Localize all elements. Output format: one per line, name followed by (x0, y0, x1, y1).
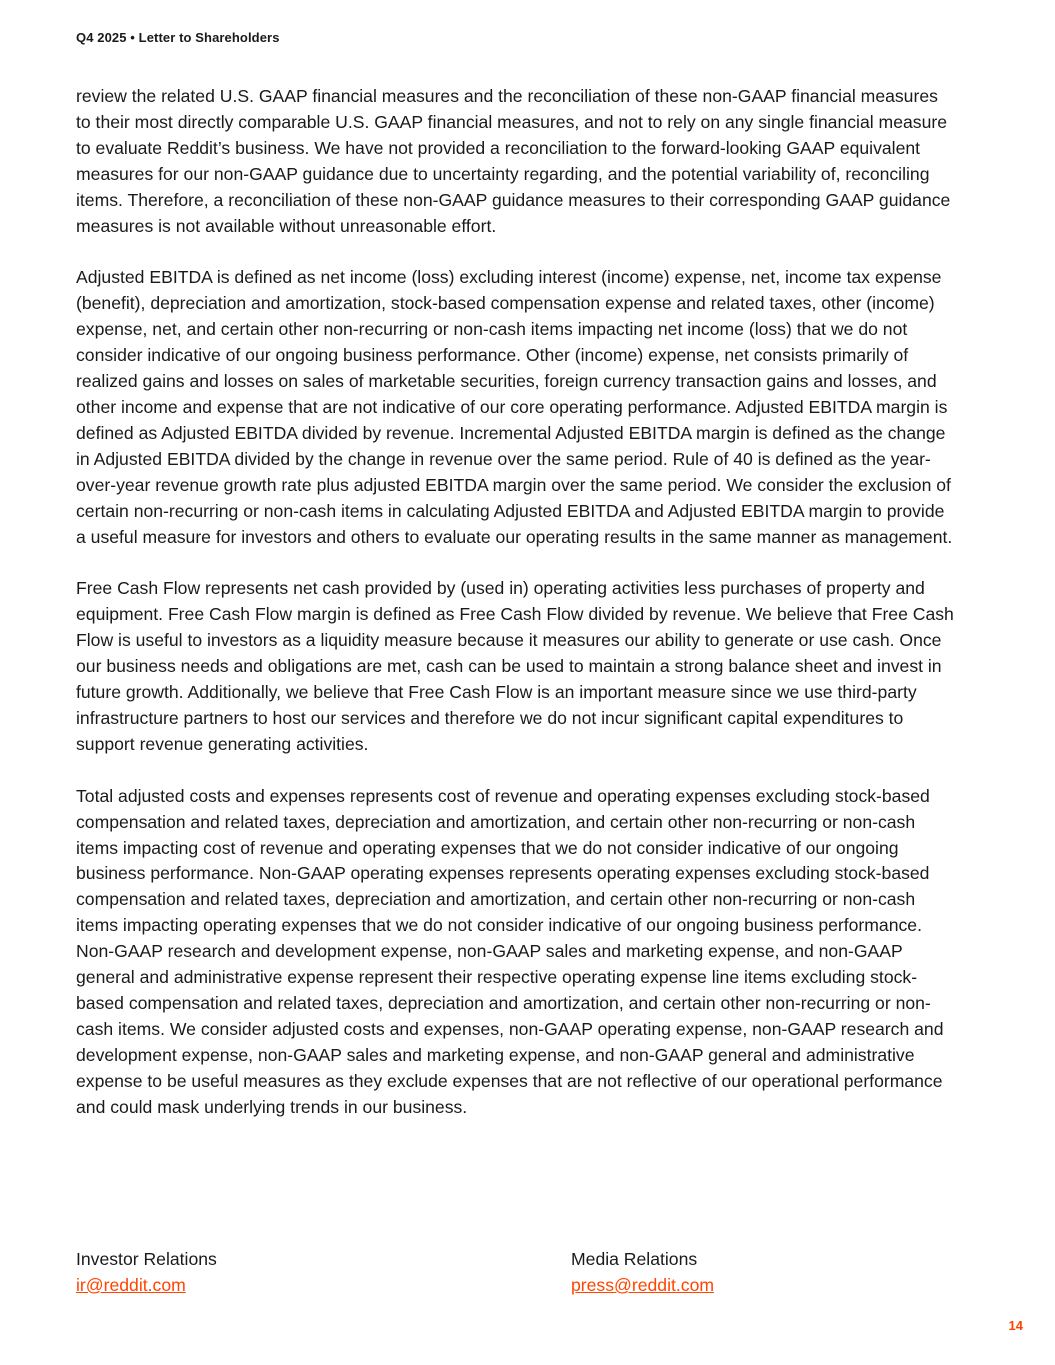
paragraph-adjusted-ebitda: Adjusted EBITDA is defined as net income (loss) excluding interest (income) expense, net, income tax expense (benefit), depreciation and amortization, stock-based compensation expense and related taxes, other (income) expense, net, and certain other non-recurring or non-cash items impacting net income (loss) that we do not consider indicative of our ongoing business performance. Other (income) expense, net consists primarily of realized gains and losses on sales of marketable securities, foreign currency transaction gains and losses, and other income and expense that are not indicative of our core operating performance. Adjusted EBITDA margin is defined as Adjusted EBITDA divided by revenue. Incremental Adjusted EBITDA margin is defined as the change in Adjusted EBITDA divided by the change in revenue over the same period. Rule of 40 is defined as the year-over-year revenue growth rate plus adjusted EBITDA margin over the same period. We consider the exclusion of certain non-recurring or non-cash items in calculating Adjusted EBITDA and Adjusted EBITDA margin to provide a useful measure for investors and others to evaluate our operating results in the same manner as management. (76, 267, 953, 547)
document-header: Q4 2025 • Letter to Shareholders (76, 30, 280, 45)
media-relations-title: Media Relations (571, 1249, 698, 1269)
page-number: 14 (1008, 1318, 1023, 1333)
paragraph-free-cash-flow: Free Cash Flow represents net cash provided by (used in) operating activities less purchases of property and equipment. Free Cash Flow margin is defined as Free Cash Flow divided by revenue. We believe that Free Cash Flow is useful to investors as a liquidity measure because it measures our ability to generate or use cash. Once our business needs and obligations are met, cash can be used to maintain a strong balance sheet and invest in future growth. Additionally, we believe that Free Cash Flow is an important measure since we use third-party infrastructure partners to host our services and therefore we do not incur significant capital expenditures to support revenue generating activities. (76, 578, 954, 754)
paragraph-adjusted-costs: Total adjusted costs and expenses represents cost of revenue and operating expenses excluding stock-based compensation and related taxes, depreciation and amortization, and certain other non-recurring or non-cash items impacting cost of revenue and operating expenses that we do not consider indicative of our ongoing business performance. Non-GAAP operating expenses represents operating expenses excluding stock-based compensation and related taxes, depreciation and amortization, and certain other non-recurring or non-cash items impacting operating expenses that we do not consider indicative of our ongoing business performance. Non-GAAP research and development expense, non-GAAP sales and marketing expense, and non-GAAP general and administrative expense represent their respective operating expense line items excluding stock-based compensation and related taxes, depreciation and amortization, and certain other non-recurring or non-cash items. We consider adjusted costs and expenses, non-GAAP operating expense, non-GAAP research and development expense, non-GAAP sales and marketing expense, and non-GAAP general and administrative expense to be useful measures as they exclude expenses that are not reflective of our operational performance and could mask underlying trends in our business. (76, 785, 944, 1117)
media-relations-email-link[interactable]: press@reddit.com (571, 1274, 715, 1295)
investor-relations-contact (76, 1247, 217, 1299)
investor-relations-title: Investor Relations (76, 1249, 217, 1269)
paragraph-non-gaap-reconciliation: review the related U.S. GAAP financial measures and the reconciliation of these non-GAAP financial measures to their most directly comparable U.S. GAAP financial measures, and not to rely on any single financial measure to evaluate Reddit’s business. We have not provided a reconciliation to the forward-looking GAAP equivalent measures for our non-GAAP guidance due to uncertainty regarding, and the potential variability of, reconciling items. Therefore, a reconciliation of these non-GAAP guidance measures to their corresponding GAAP guidance measures is not available without unreasonable effort. (76, 86, 951, 236)
document-body (76, 84, 956, 1147)
media-relations-contact (571, 1247, 714, 1299)
investor-relations-email-link[interactable]: ir@reddit.com (76, 1274, 186, 1295)
contacts-section (76, 1247, 976, 1307)
